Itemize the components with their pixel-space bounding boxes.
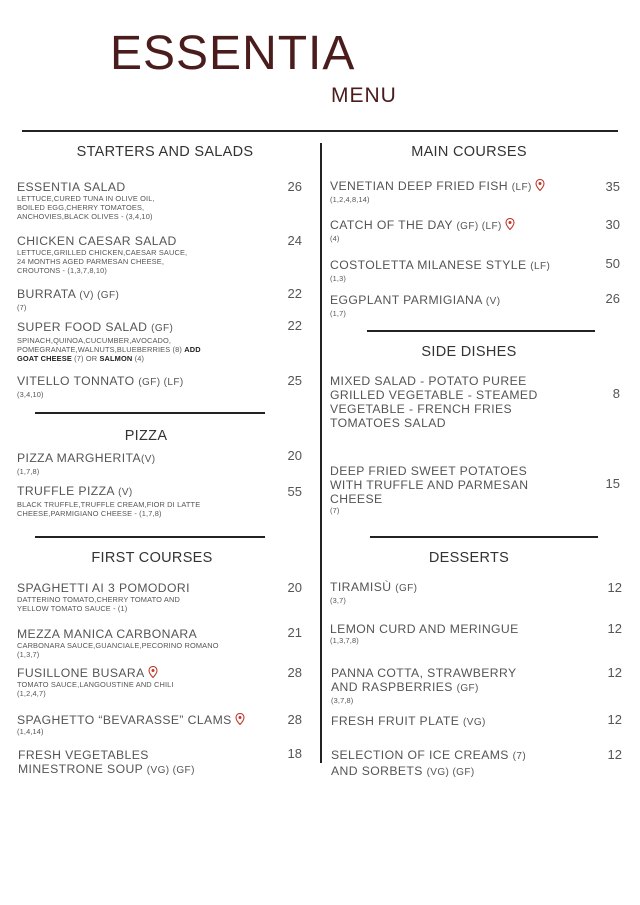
item-price: 12 xyxy=(607,712,622,727)
item-price: 8 xyxy=(612,386,620,401)
item-name: SUPER FOOD SALAD xyxy=(17,320,148,334)
item-desc: (4) xyxy=(330,234,340,243)
allergen-num: (7) xyxy=(74,354,84,363)
menu-item-venetian-deep-fried-fish xyxy=(330,179,610,204)
item-price: 26 xyxy=(605,291,620,306)
or-label: OR xyxy=(85,354,98,363)
item-desc: 24 MONTHS AGED PARMESAN CHEESE, xyxy=(17,257,165,266)
item-desc: (7) xyxy=(17,303,27,312)
item-desc: LETTUCE,CURED TUNA IN OLIVE OIL, xyxy=(17,194,155,203)
menu-item-super-food-salad xyxy=(17,320,297,363)
item-tags: (GF) (LF) xyxy=(456,221,502,232)
brand-logo: ESSENTIA xyxy=(110,27,356,80)
section-title-first-courses: FIRST COURSES xyxy=(91,550,213,566)
item-price: 28 xyxy=(287,712,302,727)
item-line: MIXED SALAD - POTATO PUREE xyxy=(330,374,527,388)
item-price: 12 xyxy=(607,580,622,595)
section-title-desserts: DESSERTS xyxy=(428,550,510,566)
location-pin-icon xyxy=(505,218,515,230)
allergen-num: (7) xyxy=(512,751,527,762)
item-name: VENETIAN DEEP FRIED FISH xyxy=(330,179,508,193)
item-name-line2: MINESTRONE SOUP xyxy=(18,762,143,776)
item-price: 35 xyxy=(605,179,620,194)
section-title-starters: STARTERS AND SALADS xyxy=(76,144,254,160)
item-desc: (1,3,7,8) xyxy=(330,636,359,645)
allergen-num: (4) xyxy=(134,354,145,363)
item-price: 24 xyxy=(287,233,302,248)
item-price: 28 xyxy=(287,665,302,680)
item-desc: (1,4,14) xyxy=(17,727,44,736)
menu-item-spaghetti-3-pomodori xyxy=(17,581,297,613)
item-name: SPAGHETTI AI 3 POMODORI xyxy=(17,581,190,595)
item-price: 18 xyxy=(287,746,302,761)
location-pin-icon xyxy=(148,666,158,678)
item-tags: (LF) xyxy=(530,261,551,272)
menu-item-tiramisu xyxy=(330,580,610,605)
section-divider xyxy=(370,536,598,538)
item-name: FRESH VEGETABLES xyxy=(18,748,149,762)
location-pin-icon xyxy=(235,713,245,725)
section-title-side-dishes: SIDE DISHES xyxy=(421,344,517,360)
header-divider xyxy=(22,130,618,132)
item-price: 12 xyxy=(607,747,622,762)
item-desc: LETTUCE,GRILLED CHICKEN,CAESAR SAUCE, xyxy=(17,248,188,257)
menu-item-fresh-fruit-plate xyxy=(331,714,611,730)
item-desc: (1,7) xyxy=(330,309,346,318)
item-name: SPAGHETTO “BEVARASSE” CLAMS xyxy=(17,713,232,727)
item-name: FRESH FRUIT PLATE xyxy=(331,714,460,728)
item-tags: (LF) xyxy=(511,182,532,193)
item-desc: TOMATO SAUCE,LANGOUSTINE AND CHILI xyxy=(17,680,174,689)
item-name-line2: AND RASPBERRIES xyxy=(331,680,453,694)
item-desc: (1,2,4,8,14) xyxy=(330,195,370,204)
item-name: BURRATA xyxy=(17,287,76,301)
item-name: CATCH OF THE DAY xyxy=(330,218,453,232)
item-desc: (1,2,4,7) xyxy=(17,689,46,698)
menu-item-essentia-salad xyxy=(17,180,297,221)
item-price: 25 xyxy=(287,373,302,388)
section-title-main-courses: MAIN COURSES xyxy=(411,144,527,160)
item-desc: (1,3) xyxy=(330,274,346,283)
item-name: TRUFFLE PIZZA xyxy=(17,484,115,498)
item-desc: (3,7) xyxy=(330,596,346,605)
menu-item-mezza-manica-carbonara xyxy=(17,627,297,659)
item-price: 55 xyxy=(287,484,302,499)
menu-item-eggplant-parmigiana xyxy=(330,293,610,318)
item-price: 20 xyxy=(287,448,302,463)
item-name: PIZZA MARGHERITA xyxy=(17,451,141,465)
menu-item-lemon-curd xyxy=(330,622,610,645)
item-desc: CROUTONS - (1,3,7,8,10) xyxy=(17,266,107,275)
item-price: 12 xyxy=(607,621,622,636)
item-price: 15 xyxy=(605,476,620,491)
menu-item-panna-cotta xyxy=(331,666,611,705)
item-name: COSTOLETTA MILANESE STYLE xyxy=(330,258,527,272)
item-name: VITELLO TONNATO xyxy=(17,374,135,388)
item-tags: (V) xyxy=(141,454,156,465)
item-desc: (1,3,7) xyxy=(17,650,40,659)
item-desc: CARBONARA SAUCE,GUANCIALE,PECORINO ROMANO xyxy=(17,641,219,650)
item-tags: (VG) (GF) xyxy=(146,765,195,776)
item-tags: (V) (GF) xyxy=(79,290,120,301)
item-name: FUSILLONE BUSARA xyxy=(17,666,145,680)
item-desc: DATTERINO TOMATO,CHERRY TOMATO AND xyxy=(17,595,180,604)
item-name: ESSENTIA SALAD xyxy=(17,180,126,194)
item-desc: SPINACH,QUINOA,CUCUMBER,AVOCADO, xyxy=(17,336,172,345)
menu-item-burrata xyxy=(17,287,297,312)
menu-item-chicken-caesar-salad xyxy=(17,234,297,275)
item-tags: (GF) (LF) xyxy=(138,377,184,388)
item-tags: (V) xyxy=(485,296,501,307)
item-desc: BOILED EGG,CHERRY TOMATOES, xyxy=(17,203,145,212)
menu-item-sweet-potatoes xyxy=(330,464,610,515)
menu-item-vitello-tonnato xyxy=(17,374,297,399)
section-divider xyxy=(367,330,595,332)
menu-item-costoletta-milanese xyxy=(330,258,610,283)
item-price: 30 xyxy=(605,217,620,232)
menu-item-pizza-margherita xyxy=(17,451,297,476)
item-price: 21 xyxy=(287,625,302,640)
item-name: TIRAMISÙ xyxy=(330,580,392,594)
item-desc: (1,7,8) xyxy=(17,467,40,476)
item-price: 50 xyxy=(605,256,620,271)
item-tags: (GF) xyxy=(456,683,479,694)
item-line: GRILLED VEGETABLE - STEAMED xyxy=(330,388,538,402)
item-name: SELECTION OF ICE CREAMS xyxy=(331,748,509,762)
item-desc: CHEESE,PARMIGIANO CHEESE - (1,7,8) xyxy=(17,509,162,518)
item-name: EGGPLANT PARMIGIANA xyxy=(330,293,483,307)
item-desc: (3,7,8) xyxy=(331,696,354,705)
item-desc: (3,4,10) xyxy=(17,390,44,399)
item-name: MEZZA MANICA CARBONARA xyxy=(17,627,198,641)
menu-item-ice-creams xyxy=(331,748,611,780)
item-price: 22 xyxy=(287,286,302,301)
location-pin-icon xyxy=(535,179,545,191)
section-title-pizza: PIZZA xyxy=(124,428,168,444)
item-tags: (GF) xyxy=(151,323,174,334)
item-name: PANNA COTTA, STRAWBERRY xyxy=(331,666,517,680)
item-price: 22 xyxy=(287,318,302,333)
menu-item-fusillone-busara xyxy=(17,666,297,698)
goat-cheese-label: GOAT CHEESE xyxy=(17,354,72,363)
salmon-label: SALMON xyxy=(99,354,133,363)
item-line: DEEP FRIED SWEET POTATOES xyxy=(330,464,528,478)
item-price: 20 xyxy=(287,580,302,595)
item-desc: POMEGRANATE,WALNUTS,BLUEBERRIES (8) xyxy=(17,345,182,354)
menu-item-side-selection xyxy=(330,374,610,430)
item-line: WITH TRUFFLE AND PARMESAN xyxy=(330,478,529,492)
item-tags: (V) xyxy=(118,487,133,498)
item-tags: (VG) xyxy=(463,717,486,728)
menu-item-minestrone-soup xyxy=(18,748,298,778)
menu-item-truffle-pizza xyxy=(17,484,297,518)
column-divider xyxy=(320,143,322,763)
item-line: VEGETABLE - FRENCH FRIES xyxy=(330,402,513,416)
item-tags: (VG) (GF) xyxy=(426,767,475,778)
section-divider xyxy=(35,412,265,414)
section-divider xyxy=(35,536,265,538)
item-line: TOMATOES SALAD xyxy=(330,416,446,430)
item-price: 12 xyxy=(607,665,622,680)
item-desc: YELLOW TOMATO SAUCE - (1) xyxy=(17,604,128,613)
item-name-line2: AND SORBETS xyxy=(331,764,423,778)
item-price: 26 xyxy=(287,179,302,194)
menu-title: MENU xyxy=(331,84,397,107)
item-desc: (7) xyxy=(330,506,340,515)
item-tags: (GF) xyxy=(395,583,418,594)
menu-item-spaghetto-bevarasse-clams xyxy=(17,713,297,736)
item-desc: BLACK TRUFFLE,TRUFFLE CREAM,FIOR DI LATTE xyxy=(17,500,201,509)
item-desc: ANCHOVIES,BLACK OLIVES - (3,4,10) xyxy=(17,212,153,221)
add-label: ADD xyxy=(184,345,201,354)
item-name: LEMON CURD AND MERINGUE xyxy=(330,622,519,636)
menu-item-catch-of-the-day xyxy=(330,218,610,243)
item-line: CHEESE xyxy=(330,492,383,506)
item-name: CHICKEN CAESAR SALAD xyxy=(17,234,177,248)
